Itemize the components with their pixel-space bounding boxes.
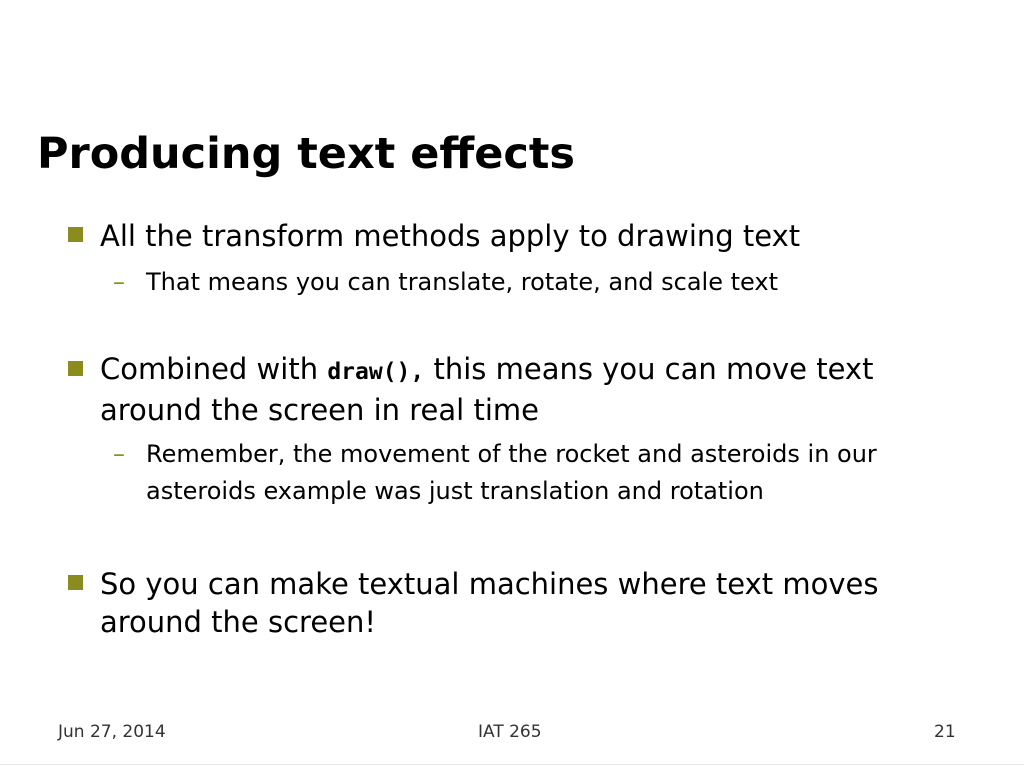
square-bullet-icon — [68, 575, 83, 590]
bullet-2-sub-1: Remember, the movement of the rocket and asteroids in our asteroids example was just translation and rotation — [146, 440, 877, 505]
footer-page-number: 21 — [934, 722, 956, 742]
dash-bullet-icon: – — [113, 440, 125, 468]
bullet-3-text: So you can make textual machines where text moves around the screen! — [100, 567, 879, 639]
footer-date: Jun 27, 2014 — [58, 722, 166, 742]
bullet-2-text — [100, 350, 980, 429]
bullet-1-sub-1: That means you can translate, rotate, and scale text — [146, 268, 778, 296]
bullet-2-text-before: Combined with — [100, 352, 328, 386]
bottom-divider — [0, 764, 1024, 765]
dash-bullet-icon: – — [113, 268, 125, 296]
bullet-2-code: draw(), — [327, 359, 425, 385]
bullet-2-text-after: this means you can move text around the screen in real time — [100, 352, 874, 427]
square-bullet-icon — [68, 227, 83, 242]
bullet-1-text: All the transform methods apply to drawing text — [100, 219, 801, 253]
slide-title: Producing text effects — [37, 129, 576, 179]
square-bullet-icon — [68, 361, 83, 376]
footer-course: IAT 265 — [478, 722, 542, 742]
